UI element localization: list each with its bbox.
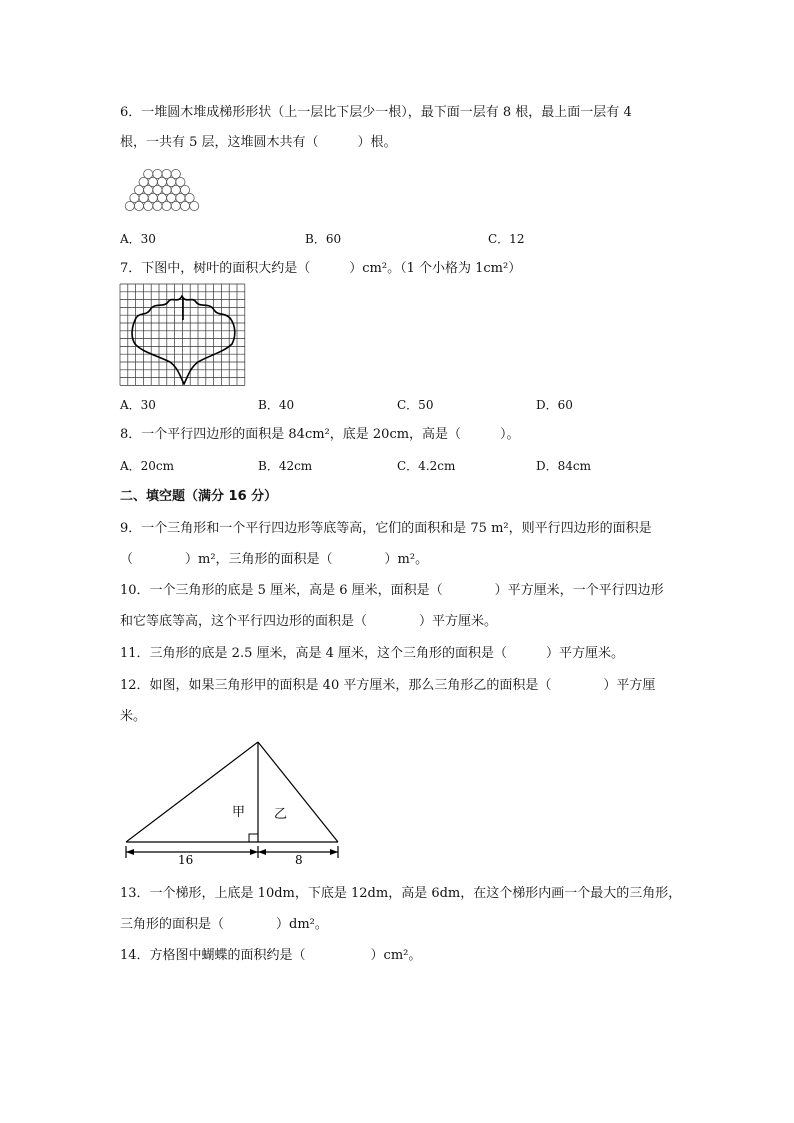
q10-text-line2: 和它等底等高，这个平行四边形的面积是（ ）平方厘米。	[120, 614, 498, 629]
right-angle-mark	[249, 834, 258, 842]
q7-option-b[interactable]: B．40	[258, 398, 295, 412]
arrow-left-end	[250, 849, 258, 855]
q8-option-b[interactable]: B．42cm	[258, 459, 313, 473]
q11-text-line1: 11．三角形的底是 2.5 厘米，高是 4 厘米，这个三角形的面积是（ ）平方厘米。	[120, 646, 625, 661]
triangle-right-side	[258, 742, 338, 842]
arrow-right-start	[258, 849, 266, 855]
q7-option-a[interactable]: A．30	[120, 398, 156, 412]
q8-option-d[interactable]: D．84cm	[536, 459, 591, 473]
q6-text-line2: 根，一共有 5 层，这堆圆木共有（ ）根。	[120, 135, 397, 150]
q6-option-b[interactable]: B．60	[305, 232, 342, 246]
dimension-label-16: 16	[178, 853, 194, 867]
log-circle	[171, 201, 180, 210]
log-circle	[153, 201, 162, 210]
arrow-left-start	[126, 849, 134, 855]
q6-option-c[interactable]: C．12	[488, 232, 525, 246]
triangle-left-side	[126, 742, 258, 842]
q8-option-a[interactable]: A．20cm	[120, 459, 175, 473]
log-circle	[125, 201, 134, 210]
q10-text-line1: 10．一个三角形的底是 5 厘米，高是 6 厘米，面积是（ ）平方厘米，一个平行四边形	[120, 583, 664, 598]
log-circle	[134, 201, 143, 210]
q12-text-line1: 12．如图，如果三角形甲的面积是 40 平方厘米，那么三角形乙的面积是（ ）平方厘	[120, 678, 656, 693]
label-jia: 甲	[232, 805, 246, 820]
log-circle	[180, 201, 189, 210]
q14-text-line1: 14．方格图中蝴蝶的面积约是（ ）cm²。	[120, 948, 422, 963]
label-yi: 乙	[274, 807, 288, 822]
q13-text-line1: 13．一个梯形，上底是 10dm，下底是 12dm，高是 6dm，在这个梯形内画一个最大的三角形，	[120, 886, 682, 901]
q12-text-line2: 米。	[120, 709, 147, 724]
log-circle	[162, 201, 171, 210]
q8-text-line1: 8．一个平行四边形的面积是 84cm²，底是 20cm，高是（ ）。	[120, 427, 520, 442]
arrow-right-end	[330, 849, 338, 855]
q7-option-d[interactable]: D．60	[536, 398, 573, 412]
q9-text-line2: （ ）m²，三角形的面积是（ ）m²。	[120, 552, 429, 567]
leaf-grid-figure	[120, 284, 248, 386]
q8-option-c[interactable]: C．4.2cm	[397, 459, 456, 473]
log-pile-figure	[122, 168, 202, 212]
dimension-label-8: 8	[295, 853, 303, 867]
log-circle	[190, 201, 199, 210]
triangle-figure	[118, 736, 346, 868]
q13-text-line2: 三角形的面积是（ ）dm²。	[120, 917, 328, 932]
q7-text-line1: 7．下图中，树叶的面积大约是（ ）cm²。（1 个小格为 1cm²）	[120, 261, 522, 276]
q6-text-line1: 6．一堆圆木堆成梯形形状（上一层比下层少一根），最下面一层有 8 根，最上面一层有 4	[120, 105, 632, 120]
q9-text-line1: 9．一个三角形和一个平行四边形等底等高，它们的面积和是 75 m²，则平行四边形的面积是	[120, 521, 652, 536]
log-circle	[144, 201, 153, 210]
q6-option-a[interactable]: A．30	[120, 232, 156, 246]
section-title: 二、填空题（满分 16 分）	[120, 489, 278, 504]
q7-option-c[interactable]: C．50	[397, 398, 434, 412]
